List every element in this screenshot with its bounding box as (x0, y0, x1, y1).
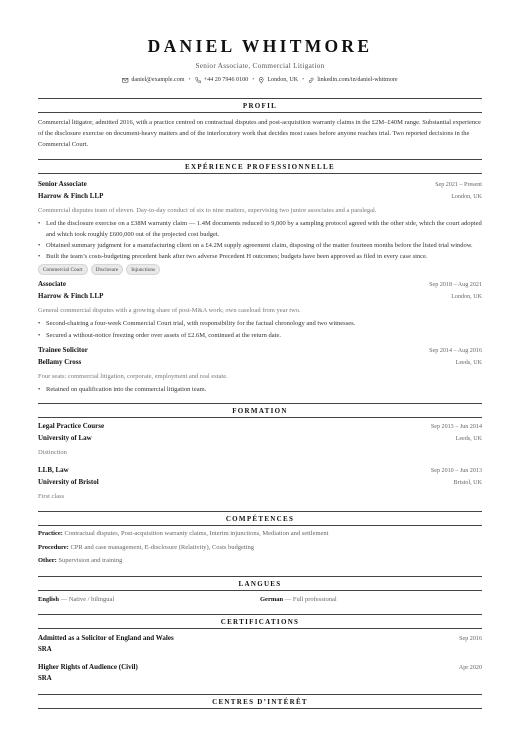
job-description: Four seats: commercial litigation, corporate, employment and real estate. (38, 372, 228, 380)
language-name: German (260, 595, 284, 603)
separator-dot: • (302, 77, 305, 83)
language-level: — Full professional (284, 595, 337, 603)
skill-tag: Commercial Court (38, 264, 88, 275)
experience-entry (38, 179, 482, 276)
skill-tag: Injunctions (126, 264, 160, 275)
degree-dates: Sep 2010 – Jun 2013 (430, 468, 482, 475)
candidate-name: DANIEL WHITMORE (147, 36, 373, 56)
email-text: daniel@example.com (131, 77, 185, 83)
skill-group-values: Contractual disputes, Post-acquisition warranty claims, Interim injunctions, Mediation and settlement (64, 530, 329, 538)
job-location: London, UK (451, 193, 482, 200)
skill-tags (38, 264, 482, 275)
section-heading-certifications: CERTIFICATIONS (38, 614, 482, 629)
phone-icon (195, 77, 202, 84)
achievement-item: • Built the team’s costs-budgeting precedent bank after two adverse Precedent H outcomes; budgets have been approved as filed in every case since. (38, 251, 482, 262)
section-heading-skills: COMPÉTENCES (38, 511, 482, 526)
certification-title: Higher Rights of Audience (Civil) (38, 662, 138, 671)
achievement-item: • Obtained summary judgment for a manufacturing client on a £4.2M supply agreement claim, disposing of the matter fourteen months before the listed trial window. (38, 240, 482, 251)
contact-linkedin[interactable] (308, 76, 397, 85)
skill-group-label: Other: (38, 557, 57, 565)
language-item (260, 595, 482, 605)
certifications-section (38, 614, 482, 684)
candidate-role: Senior Associate, Commercial Litigation (195, 62, 325, 70)
section-heading-profile: PROFIL (38, 98, 482, 113)
skill-tag: Disclosure (91, 264, 124, 275)
section-heading-interests: CENTRES D’INTÉRÊT (38, 694, 482, 709)
job-title: Associate (38, 280, 66, 289)
languages-section (38, 576, 482, 605)
education-entry (38, 421, 482, 458)
skills-section (38, 511, 482, 567)
profile-summary: Commercial litigator, admitted 2016, with a practice centred on contractual disputes and post-acquisition warranty claims in the £2M–£40M range. Substantial experience of the disclosure exercise on document-heavy matters and of the interlocutory work that decides most cases before anyone reaches trial. Two reported decisions in the Commercial Court. (38, 119, 481, 149)
degree-title: Legal Practice Course (38, 422, 105, 431)
employer: Bellamy Cross (38, 357, 82, 366)
skill-group-values: Supervision and training (58, 557, 123, 565)
certification-issuer: SRA (38, 645, 52, 653)
skill-group-label: Practice: (38, 530, 63, 538)
education-section (38, 403, 482, 502)
language-list (38, 595, 482, 605)
interests-section (38, 694, 482, 709)
education-entry (38, 465, 482, 502)
linkedin-text: linkedin.com/in/daniel-whitmore (317, 77, 398, 83)
certification-issuer: SRA (38, 674, 52, 682)
degree-dates: Sep 2013 – Jun 2014 (430, 424, 482, 431)
section-heading-education: FORMATION (38, 403, 482, 418)
link-icon (308, 77, 315, 84)
language-name: English (38, 595, 59, 603)
job-description: General commercial disputes with a growing share of post-M&A work; own caseload from year two. (38, 307, 301, 315)
job-dates: Sep 2018 – Aug 2021 (429, 282, 482, 289)
certification-date: Sep 2016 (459, 635, 482, 642)
job-description: Commercial disputes team of eleven. Day-to-day conduct of six to nine matters, supervising two junior associates and a paralegal. (38, 206, 377, 214)
profile-section (38, 98, 482, 151)
degree-title: LLB, Law (38, 466, 69, 475)
experience-section (38, 159, 482, 395)
phone-text: +44 20 7946 0100 (203, 77, 249, 83)
certification-date: Apr 2020 (458, 664, 482, 671)
certification-entry (38, 662, 482, 684)
language-item (38, 595, 260, 605)
job-location: London, UK (451, 294, 482, 301)
certification-title: Admitted as a Solicitor of England and Wales (38, 633, 174, 642)
job-dates: Sep 2021 – Present (435, 181, 482, 188)
achievement-item: • Led the disclosure exercise on a £38M warranty claim — 1.4M documents reduced to 9,000 by a sampling protocol agreed with the other side, which the court adopted and which took roughly £600,000 out of the projected cost budget. (38, 218, 482, 240)
job-title: Senior Associate (38, 179, 87, 188)
location-pin-icon (258, 77, 265, 84)
experience-entry (38, 279, 482, 340)
mail-icon (122, 77, 129, 84)
skill-group-values: CPR and case management, E-disclosure (Relativity), Costs budgeting (70, 543, 255, 551)
job-location: Leeds, UK (455, 359, 482, 366)
achievement-list (38, 218, 482, 263)
employer: Harrow & Finch LLP (38, 191, 104, 200)
contact-phone[interactable] (195, 76, 249, 85)
job-title: Trainee Solicitor (38, 345, 88, 354)
resume-header (38, 0, 482, 85)
experience-entry (38, 345, 482, 395)
separator-dot: • (188, 77, 191, 83)
skill-group (38, 543, 482, 554)
institution-location: Bristol, UK (453, 480, 482, 487)
contact-email[interactable] (122, 76, 184, 85)
employer: Harrow & Finch LLP (38, 292, 104, 301)
contact-bar (38, 76, 482, 85)
achievement-item: • Retained on qualification into the commercial litigation team. (38, 384, 482, 395)
institution-location: Leeds, UK (455, 436, 482, 443)
institution: University of Bristol (38, 478, 99, 487)
institution: University of Law (38, 434, 92, 443)
section-heading-languages: LANGUES (38, 576, 482, 591)
certification-entry (38, 633, 482, 655)
degree-result: Distinction (38, 449, 67, 457)
contact-location (258, 76, 298, 85)
achievement-item: • Secured a without-notice freezing order over assets of £2.6M, continued at the return date. (38, 330, 482, 341)
achievement-item: • Second-chairing a four-week Commercial Court trial, with responsibility for the factual chronology and two witnesses. (38, 318, 482, 329)
skill-group (38, 529, 482, 540)
degree-result: First class (38, 493, 65, 501)
job-dates: Sep 2014 – Aug 2016 (429, 347, 482, 354)
skill-group (38, 556, 482, 567)
skill-group-label: Procedure: (38, 543, 69, 551)
location-text: London, UK (267, 77, 299, 83)
language-level: — Native / bilingual (60, 595, 115, 603)
achievement-list (38, 384, 482, 395)
separator-dot: • (252, 77, 255, 83)
achievement-list (38, 318, 482, 340)
section-heading-experience: EXPÉRIENCE PROFESSIONNELLE (38, 159, 482, 174)
